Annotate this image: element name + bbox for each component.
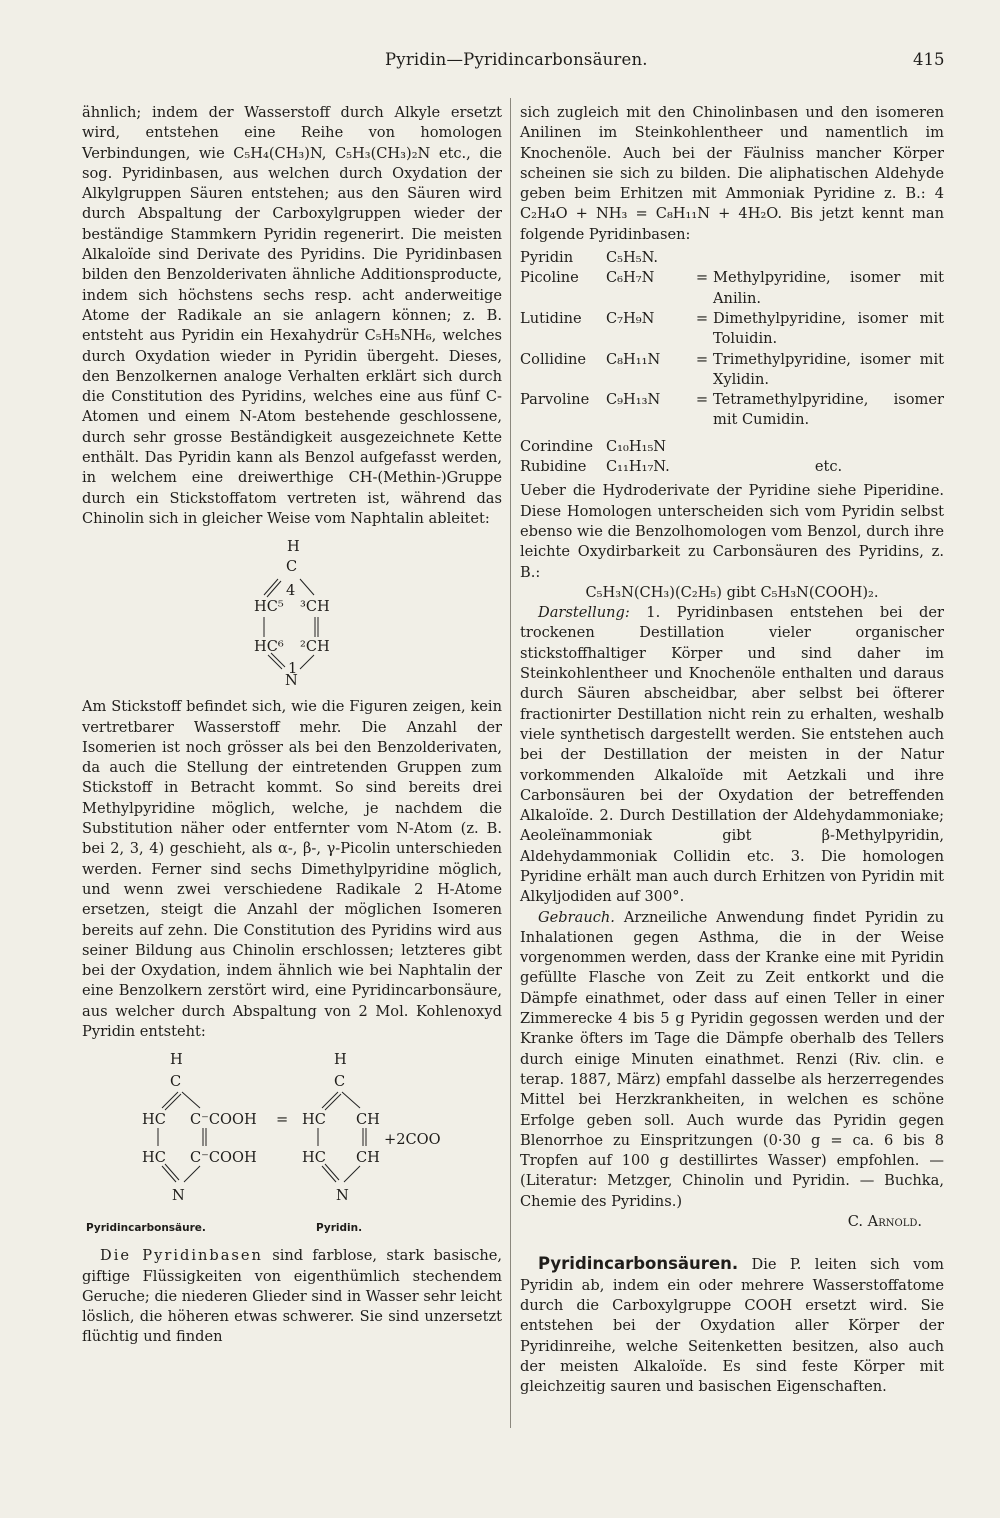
- decarboxylation-equation: [82, 1048, 502, 1210]
- paragraph-properties-text: sind farblose, stark basische, giftige Flüssigkeiten von eigenthümlich stechendem Geruche; die niederen Glieder sind in Wasser sehr leicht löslich, die höheren etwas schwerer. Sie sind unzersetzt flüchtig und finden: [82, 1247, 502, 1346]
- darstellung-label: Darstellung:: [538, 604, 630, 622]
- eq-right-h: H: [334, 1051, 347, 1069]
- base-equals: =: [695, 350, 709, 368]
- paragraph-homologues: ähnlich; indem der Wasserstoff durch Alkyle ersetzt wird, entstehen eine Reihe von homologen Verbindungen, wie C₅H₄(CH₃)N, C₅H₃(CH₃)₂N etc., die sog. Pyridinbasen, aus welchen durch Oxydation der Alkylgruppen Säuren entstehen; aus den Säuren wird durch Abspaltung der Carboxylgruppen wieder der beständige Stammkern Pyridin regenerirt. Die meisten Alkaloïde sind Derivate des Pyridins. Die Pyridinbasen bilden den Benzolderivaten ähnliche Additionsproducte, indem sich höchstens sechs resp. acht anderweitige Atome der Radikale an sie anlagern können; z. B. entsteht aus Pyridin ein Hexahydrür C₅H₅NH₆, welches durch Oxydation wieder in Pyridin übergeht. Dieses, den Benzolkernen analoge Verhalten erklärt sich durch die Constitution des Pyridins, welches eine aus fünf C-Atomen und einem N-Atom bestehende geschlossene, durch sehr grosse Beständigkeit ausgezeichnete Kette enthält. Das Pyridin kann als Benzol aufgefasst werden, in welchem eine dreiwerthige CH-(Methin-)Gruppe durch ein Stickstoffatom vertreten ist, während das Chinolin sich in gleicher Weise vom Naphtalin ableitet:: [82, 104, 502, 527]
- ring-atom-n: N: [285, 672, 298, 690]
- paragraph-darstellung: [520, 603, 944, 907]
- label-pyridin: Pyridin.: [316, 1222, 363, 1235]
- running-header: Pyridin—Pyridincarbonsäuren.: [385, 50, 648, 69]
- paragraph-hydroderivatives: Ueber die Hydroderivate der Pyridine siehe Piperidine. Diese Homologen unterscheiden sich vom Pyridin selbst ebenso wie die Benzolhomologen vom Benzol, durch ihre leichte Oxydirbarkeit zu Carbonsäuren des Pyridins, z. B.:: [520, 482, 944, 581]
- base-equals: [691, 457, 713, 477]
- base-formula: C₁₁H₁₇N.: [606, 458, 670, 476]
- paragraph-carbonsaeuren: [520, 1254, 944, 1397]
- eq-left-c: C: [170, 1073, 182, 1091]
- equation-labels: [82, 1218, 502, 1236]
- right-column: [520, 103, 944, 1397]
- base-description: Tetramethylpyridine, isomer mit Cumidin.: [713, 391, 944, 429]
- base-description: Methylpyridine, isomer mit Anilin.: [713, 269, 944, 307]
- pyridine-bases-table: [520, 248, 944, 477]
- ring-position-1: 1: [288, 660, 298, 678]
- eq-left-hc-upper: HC: [142, 1111, 166, 1129]
- eq-plus-2coo: +2COO: [384, 1131, 441, 1149]
- spaced-lead: Die Pyridinbasen: [100, 1247, 263, 1265]
- base-row: [520, 309, 944, 350]
- eq-left-hc-lower: HC: [142, 1149, 166, 1167]
- base-equals: =: [695, 391, 709, 409]
- base-name: Picoline: [520, 269, 579, 287]
- author-signature: C. Arnold.: [847, 1213, 922, 1231]
- base-formula: C₆H₇N: [606, 269, 655, 287]
- gebrauch-text: Arzneiliche Anwendung findet Pyridin zu Inhalationen gegen Asthma, die in der Weise vorgenommen werden, dass der Kranke eine mit Pyridin gefüllte Flasche von Zeit zu Zeit entkorkt und die Dämpfe einathmet, oder dass auf einen Teller in einer Zimmerecke 4 bis 5 g Pyridin gegossen werden und der Kranke öfters im Tage die Dämpfe oberhalb des Tellers durch einige Minuten einathmet. Renzi (Riv. clin. e terap. 1887, März) empfahl dasselbe als herzerregendes Mittel bei Herzkrankheiten, in welchen es schöne Erfolge geben soll. Auch wurde das Pyridin gegen Blenorrhoe zu Einspritzungen (0·30 g = ca. 6 bis 8 Tropfen auf 100 g destillirtes Wasser) empfohlen. — (Literatur: Metzger, Chinolin und Pyridin. — Buchka, Chemie des Pyridins.): [520, 908, 944, 1210]
- base-equals: =: [695, 269, 709, 287]
- entry-heading: Pyridincarbonsäuren.: [538, 1254, 739, 1274]
- base-name: Pyridin: [520, 249, 574, 267]
- base-formula: C₁₀H₁₅N: [606, 437, 667, 455]
- base-name: Parvoline: [520, 391, 590, 409]
- base-formula: C₈H₁₁N: [606, 350, 661, 368]
- eq-equals-sign: =: [276, 1111, 289, 1129]
- eq-right-n: N: [336, 1187, 349, 1205]
- base-formula: C₅H₅N.: [606, 249, 659, 267]
- base-name: Corindine: [520, 437, 594, 455]
- base-name: Lutidine: [520, 309, 582, 327]
- base-row: [520, 437, 944, 457]
- base-description: Trimethylpyridine, isomer mit Xylidin.: [713, 350, 944, 388]
- left-column: [82, 103, 502, 1348]
- base-row: [520, 350, 944, 391]
- paragraph-properties: [82, 1246, 502, 1347]
- eq-right-c: C: [334, 1073, 346, 1091]
- eq-right-hc-upper: HC: [302, 1111, 326, 1129]
- gebrauch-label: Gebrauch.: [538, 908, 615, 926]
- label-pyridincarbonsaeure: Pyridincarbonsäure.: [86, 1222, 206, 1235]
- base-formula: C₇H₉N: [606, 309, 655, 327]
- eq-left-ccooh-lower: C⁻COOH: [190, 1149, 257, 1167]
- bases-etc: etc.: [814, 458, 843, 476]
- base-equals: [691, 248, 713, 268]
- eq-right-ch-upper: CH: [356, 1111, 380, 1129]
- page-number: 415: [913, 50, 945, 69]
- base-row: [520, 248, 944, 268]
- base-row: [520, 268, 944, 309]
- ring-atom-hc6: HC⁶: [254, 638, 284, 656]
- column-divider: [510, 98, 511, 1428]
- ring-position-4: 4: [286, 582, 296, 600]
- base-description: Dimethylpyridine, isomer mit Toluidin.: [713, 309, 944, 348]
- pyridine-ring-structure: [82, 537, 502, 689]
- eq-left-h: H: [170, 1051, 183, 1069]
- ring-atom-ch2: ²CH: [300, 638, 330, 656]
- ring-atom-h-top: H: [287, 538, 300, 556]
- base-equals: =: [695, 309, 709, 327]
- base-equals: [691, 437, 713, 457]
- base-formula: C₉H₁₃N: [606, 391, 661, 409]
- base-description: [713, 248, 944, 268]
- formula-line: C₅H₃N(CH₃)(C₂H₅) gibt C₅H₃N(COOH)₂.: [585, 583, 879, 601]
- eq-right-hc-lower: HC: [302, 1149, 326, 1167]
- darstellung-text: 1. Pyridinbasen entstehen bei der trockenen Destillation vieler organischer stickstoffhaltiger Körper und sind daher im Steinkohlentheer und Knochenöle enthalten und daraus durch Säuren abscheidbar, aber selbst bei öfterer fractionirter Destillation nicht rein zu erhalten, weshalb viele synthetisch dargestellt werden. Sie entstehen auch bei der Destillation der meisten in der Natur vorkommenden Alkaloïde mit Aetzkali und ihre Carbonsäuren bei der Oxydation der betreffenden Alkaloïde. 2. Durch Destillation der Aldehydammoniake; Aeoleïnammoniak gibt β-Methylpyridin, Aldehydammoniak Collidin etc. 3. Die homologen Pyridine erhält man auch durch Erhitzen von Pyridin mit Alkyljodiden auf 300°.: [520, 604, 944, 906]
- base-name: Rubidine: [520, 458, 587, 476]
- base-name: Collidine: [520, 350, 586, 368]
- ring-atom-c-top: C: [286, 558, 298, 576]
- eq-left-n: N: [172, 1187, 185, 1205]
- paragraph-occurrence: sich zugleich mit den Chinolinbasen und den isomeren Anilinen im Steinkohlentheer und namentlich im Knochenöle. Auch bei der Fäulniss mancher Körper scheinen sie sich zu bilden. Die aliphatischen Aldehyde geben beim Erhitzen mit Ammoniak Pyridine z. B.: 4 C₂H₄O + NH₃ = C₈H₁₁N + 4H₂O. Bis jetzt kennt man folgende Pyridinbasen:: [520, 104, 944, 243]
- carbonsaeuren-text: Die P. leiten sich vom Pyridin ab, indem ein oder mehrere Wasserstoffatome durch die Carboxylgruppe COOH ersetzt wird. Sie entstehen bei der Oxydation aller Körper der Pyridinreihe, welche Seitenketten besitzen, also auch der meisten Alkaloïde. Es sind feste Körper mit gleichzeitig sauren und basischen Eigenschaften.: [520, 1256, 944, 1396]
- eq-right-ch-lower: CH: [356, 1149, 380, 1167]
- base-row: [520, 390, 944, 431]
- ring-atom-hc5: HC⁵: [254, 598, 284, 616]
- eq-left-ccooh-upper: C⁻COOH: [190, 1111, 257, 1129]
- paragraph-isomers: Am Stickstoff befindet sich, wie die Figuren zeigen, kein vertretbarer Wasserstoff mehr. Die Anzahl der Isomerien ist noch grösser als bei den Benzolderivaten, da auch die Stellung der eintretenden Gruppen zum Stickstoff in Betracht kommt. So sind bereits drei Methylpyridine möglich, welche, je nachdem die Substitution näher oder entfernter vom N-Atom (z. B. bei 2, 3, 4) geschieht, als α-, β-, γ-Picolin unterschieden werden. Ferner sind sechs Dimethylpyridine möglich, und wenn zwei verschiedene Radikale 2 H-Atome ersetzen, steigt die Anzahl der möglichen Isomeren bereits auf zehn. Die Constitution des Pyridins wird aus seiner Bildung aus Chinolin erschlossen; letzteres gibt bei der Oxydation, indem ähnlich wie bei Naphtalin der eine Benzolkern zerstört wird, eine Pyridincarbonsäure, aus welcher durch Abspaltung von 2 Mol. Kohlenoxyd Pyridin entsteht:: [82, 698, 502, 1040]
- paragraph-gebrauch: [520, 908, 944, 1212]
- ring-atom-ch3: ³CH: [300, 598, 330, 616]
